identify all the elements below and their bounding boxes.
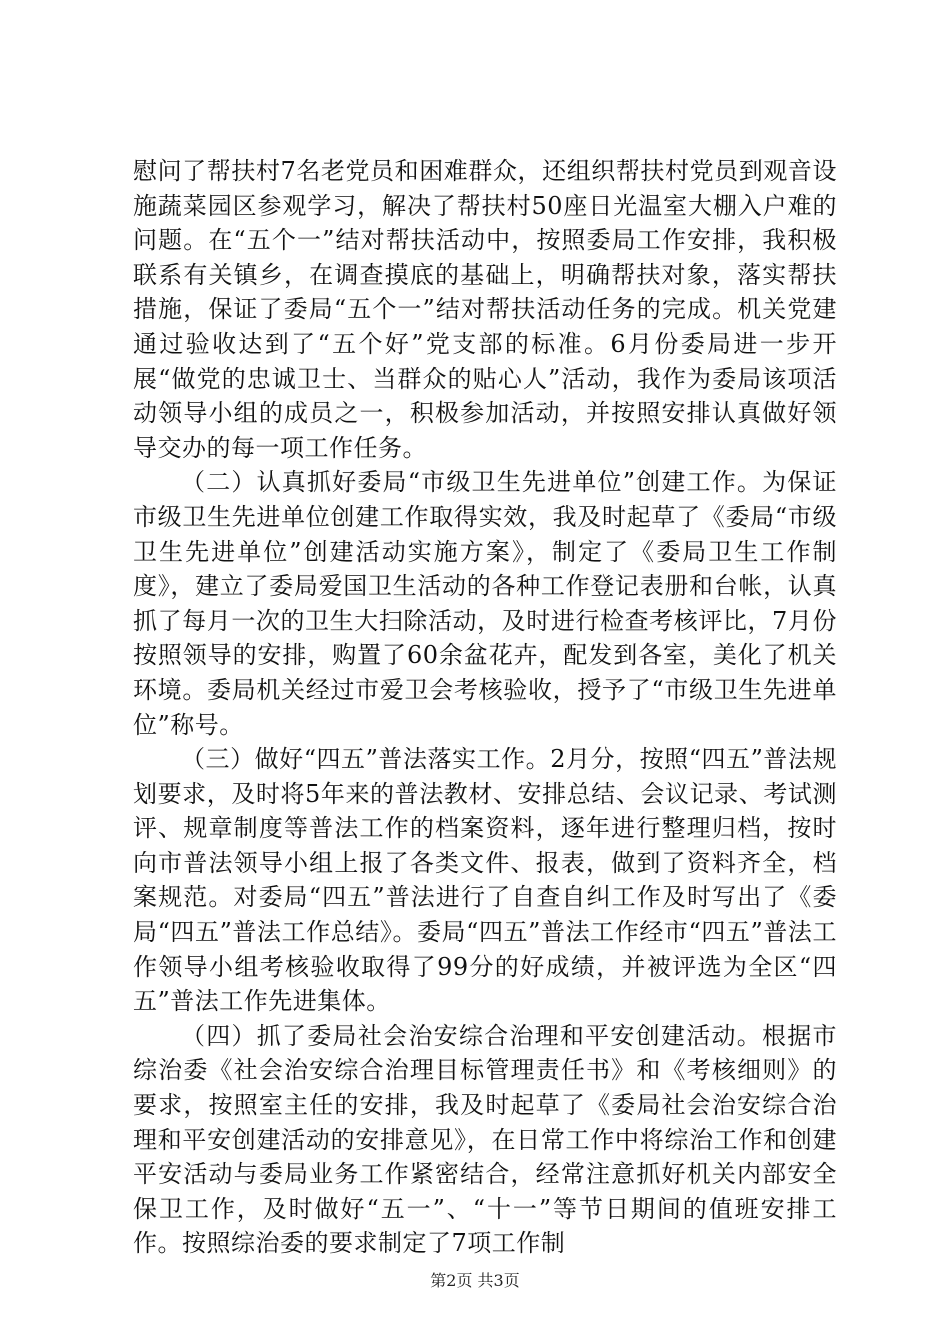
paragraph-public-security: （四）抓了委局社会治安综合治理和平安创建活动。根据市综治委《社会治安综合治理目标管理责任书》和《考核细则》的要求，按照室主任的安排，我及时起草了《委局社会治安综合治理和平安创建活动的安排意见》，在日常工作中将综治工作和创建平安活动与委局业务工作紧密结合，经常注意抓好机关内部安全保卫工作，及时做好“五一”、“十一”等节日期间的值班安排工作。按照综治委的要求制定了7项工作制 bbox=[133, 1021, 837, 1258]
paragraph-health-unit: （二）认真抓好委局“市级卫生先进单位”创建工作。为保证市级卫生先进单位创建工作取得实效，我及时起草了《委局“市级卫生先进单位”创建活动实施方案》，制定了《委局卫生工作制度》，建立了委局爱国卫生活动的各种工作登记表册和台帐，认真抓了每月一次的卫生大扫除活动，及时进行检查考核评比，7月份按照领导的安排，购置了60余盆花卉，配发到各室，美化了机关环境。委局机关经过市爱卫会考核验收，授予了“市级卫生先进单位”称号。 bbox=[133, 468, 837, 739]
paragraph-legal-education: （三）做好“四五”普法落实工作。2月分，按照“四五”普法规划要求，及时将5年来的普法教材、安排总结、会议记录、考试测评、规章制度等普法工作的档案资料，逐年进行整理归档，按时向市普法领导小组上报了各类文件、报表，做到了资料齐全，档案规范。对委局“四五”普法进行了自查自纠工作及时写出了《委局“四五”普法工作总结》。委局“四五”普法工作经市“四五”普法工作领导小组考核验收取得了99分的好成绩，并被评选为全区“四五”普法工作先进集体。 bbox=[133, 745, 837, 1016]
document-body bbox=[133, 154, 837, 1261]
page-number-footer: 第2页 共3页 bbox=[430, 1271, 520, 1290]
paragraph-continuation: 慰问了帮扶村7名老党员和困难群众，还组织帮扶村党员到观音设施蔬菜园区参观学习，解决了帮扶村50座日光温室大棚入户难的问题。在“五个一”结对帮扶活动中，按照委局工作安排，我积极联系有关镇乡，在调查摸底的基础上，明确帮扶对象，落实帮扶措施，保证了委局“五个一”结对帮扶活动任务的完成。机关党建通过验收达到了“五个好”党支部的标准。6月份委局进一步开展“做党的忠诚卫士、当群众的贴心人”活动，我作为委局该项活动领导小组的成员之一，积极参加活动，并按照安排认真做好领导交办的每一项工作任务。 bbox=[133, 157, 837, 462]
